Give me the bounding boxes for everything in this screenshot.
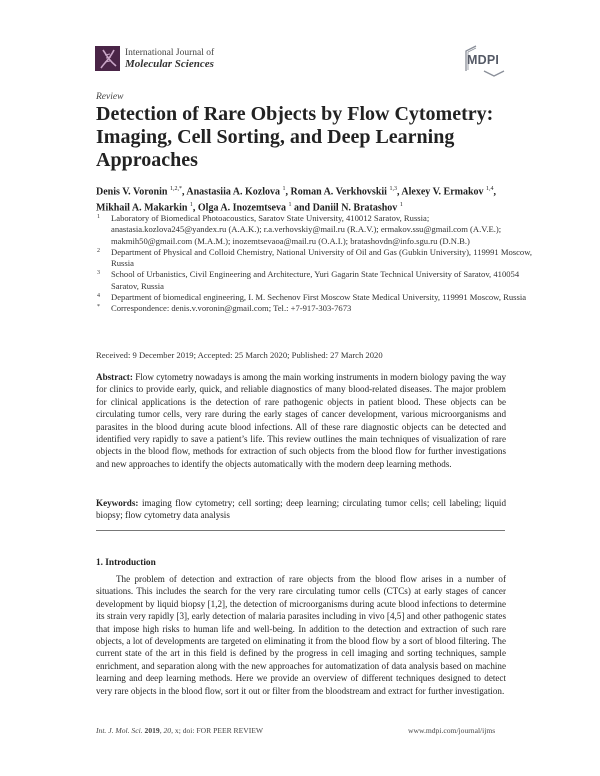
affiliation-item <box>96 213 536 247</box>
mdpi-logo-text: MDPI <box>467 53 500 67</box>
author-affiliation-marker: 1 <box>189 201 193 208</box>
author-affiliation-marker: 1,2,* <box>169 186 182 192</box>
journal-name <box>125 48 214 70</box>
article-type: Review <box>96 92 124 102</box>
article-title: Detection of Rare Objects by Flow Cytometry: Imaging, Cell Sorting, and Deep Learning Approaches <box>96 103 494 171</box>
affiliation-text: Correspondence: denis.v.voronin@gmail.com; Tel.: +7-917-303-7673 <box>111 303 352 314</box>
author-name: Mikhail A. Makarkin <box>96 202 190 214</box>
journal-name-line2: Molecular Sciences <box>125 58 214 70</box>
affiliation-item <box>96 269 536 292</box>
keywords-label: Keywords: <box>96 498 139 508</box>
divider <box>96 530 505 531</box>
author-affiliation-marker: 1,3 <box>389 186 397 192</box>
affiliation-text: School of Urbanistics, Civil Engineering and Architecture, Yuri Gagarin State Technical University of Saratov, 410054 Saratov, Russia <box>111 269 520 291</box>
footer-url[interactable]: www.mdpi.com/journal/ijms <box>408 726 496 735</box>
author-name: Anastasiia A. Kozlova <box>186 186 283 198</box>
author-affiliation-marker: 1 <box>282 186 286 192</box>
author-list: Denis V. Voronin $^{1,2,*}$, Anastasiia A. Kozlova $^1$, Roman A. Verkhovskii $^{1,3}$, Alexey V. Ermakov $^{1,4}$, Mikhail A. Makarkin $^1$, Olga A. Inozemtseva $^1$ and Daniil N. Bratashov $^1$ <box>96 186 497 214</box>
keywords-text: imaging flow cytometry; cell sorting; deep learning; circulating tumor cells; cell labeling; liquid biopsy; flow cytometry data analysis <box>96 498 507 521</box>
author-name: Daniil N. Bratashov <box>312 202 400 214</box>
abstract <box>96 371 506 470</box>
affiliation-list <box>96 213 536 315</box>
affiliation-item <box>96 292 536 303</box>
author-name: Olga A. Inozemtseva <box>197 202 289 214</box>
footer-journal-abbrev: Int. J. Mol. Sci. <box>96 726 143 735</box>
abstract-text: Flow cytometry nowadays is among the main working instruments in modern biology paving the way for clinics to provide early, quick, and reliable diagnostics of many blood-related diseases. The major problem for clinical applications is the detection of rare pathogenic objects in patient blood. These objects can be circulating tumor cells, very rare during the early stages of cancer development, various microorganisms and parasites in the blood during acute blood infections. All of these rare diagnostic objects can be detected and identified very rapidly to save a patient’s life. This review outlines the main techniques of visualization of rare objects in the blood flow, methods for extraction of such objects from the blood flow for further investigations and new approaches to identify the objects automatically with the modern deep learning methods. <box>96 372 506 469</box>
affiliation-item <box>96 303 536 314</box>
affiliation-number: 3 <box>97 270 100 277</box>
affiliation-text: Laboratory of Biomedical Photoacoustics, Saratov State University, 410012 Saratov, Russia; anastasia.kozlova245@yandex.ru (A.A.K.); r.a.verhovskiy@mail.ru (R.A.V.); ermakov.ssu@gmail.com (A.V.E.); makmih50@gmail.com (M.A.M.); inozemtsevaoa@mail.ru (O.A.I.); bratashovdn@info.sgu.ru (D.N.B.) <box>111 213 502 246</box>
affiliation-number: 1 <box>97 214 100 220</box>
affiliation-number: * <box>97 304 100 311</box>
mdpi-logo <box>462 43 512 77</box>
affiliation-text: Department of Physical and Colloid Chemistry, National University of Oil and Gas (Gubkin University), 119991 Moscow, Russia <box>111 246 533 269</box>
author-name: Roman A. Verkhovskii <box>290 186 390 198</box>
intro-paragraph: The problem of detection and extraction of rare objects from the blood flow arises in a number of situations. This includes the search for the very rare circulating tumor cells (CTCs) at early stages of cancer development by liquid biopsy [1,2], the detection of microorganisms during acute blood infections to determine its strain very rapidly [3], early detection of malaria parasites including in vivo [4,5] and other pathogenic states that impose high risks to human life and well-being. In addition to the detection and extraction of such rare objects, a lot of developments are targeted on eliminating it from the blood flow by a sort of blood filtering. The current state of the art in this field is defined by the progress in cell imaging and sorting techniques, sample enrichment, and separation along with the new approaches for automatization of data analysis based on machine learning and deep learning methods. Here we provide an overview of different techniques designed to detect very rare objects in the blood flow, sort it out or filter from the bloodstream and extract for further investigation. <box>96 574 506 696</box>
section-heading: 1. Introduction <box>96 558 156 568</box>
author-name: Alexey V. Ermakov <box>401 186 487 198</box>
keywords <box>96 497 506 522</box>
footer-volume: 20 <box>163 726 172 735</box>
journal-name-line1: International Journal of <box>125 48 215 58</box>
journal-logo <box>95 46 120 71</box>
affiliation-text: Department of biomedical engineering, I. M. Sechenov First Moscow State Medical University, 119991 Moscow, Russia <box>111 292 527 303</box>
footer-year: 2019 <box>144 726 160 735</box>
abstract-label: Abstract: <box>96 372 133 382</box>
affiliation-item <box>96 247 536 270</box>
author-name: Denis V. Voronin <box>96 186 170 198</box>
affiliation-number: 2 <box>97 247 100 254</box>
affiliation-number: 4 <box>97 293 100 300</box>
author-affiliation-marker: 1 <box>399 201 403 208</box>
dna-helix-icon <box>95 46 120 71</box>
publication-dates: Received: 9 December 2019; Accepted: 25 March 2020; Published: 27 March 2020 <box>96 350 383 360</box>
author-affiliation-marker: 1 <box>288 201 292 208</box>
footer-citation: Int. J. Mol. Sci. 2019, 20, x; doi: FOR PEER REVIEW <box>96 726 264 735</box>
author-affiliation-marker: 1,4 <box>486 186 494 192</box>
footer-doi: , x; doi: FOR PEER REVIEW <box>171 726 264 735</box>
